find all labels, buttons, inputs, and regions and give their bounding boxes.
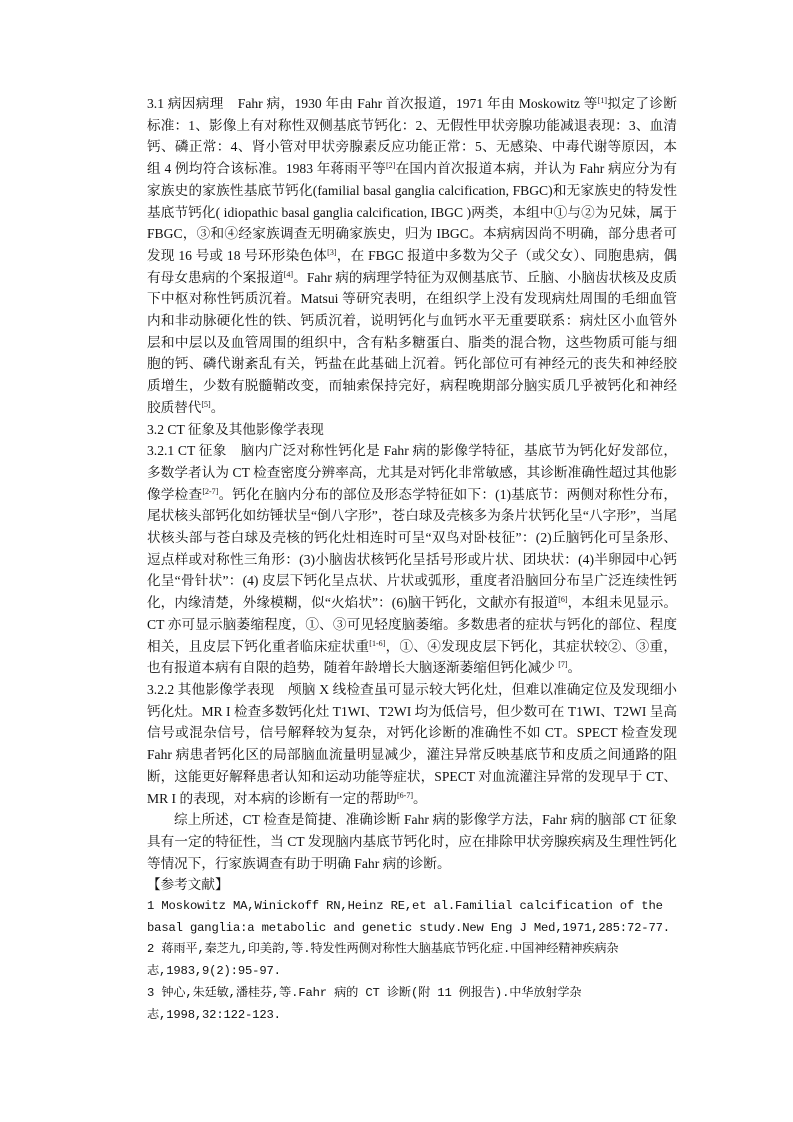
reference-item: 2 蒋雨平,秦芝九,印美韵,等.特发性两侧对称性大脑基底节钙化症.中国神经精神疾病杂志,1983,9(2):95-97. [147,942,619,979]
citation-marker: [4] [283,269,294,279]
conclusion-paragraph: 综上所述，CT 检查是简捷、准确诊断 Fahr 病的影像学方法，Fahr 病的脑部 CT 征象具有一定的特征性，当 CT 发现脑内基底节钙化时，应在排除甲状旁腺疾病及生理性钙化等情况下，行家族调查有助于明确 Fahr 病的诊断。 [147,812,677,871]
citation-marker: [2-7] [202,486,219,496]
citation-marker: [1] [597,96,608,105]
citation-marker: [2] [385,161,396,171]
citation-marker: [5] [201,399,211,409]
reference-item: 1 Moskowitz MA,Winickoff RN,Heinz RE,et al.Familial calcification of the basal ganglia:a metabolic and genetic study.New Eng J Med,1971,285:72-77. [147,899,670,935]
document-page [147,93,677,1026]
citation-marker: [3] [327,247,337,257]
section-3-1-heading: 3.1 病因病理 [147,96,224,111]
citation-marker: [7] [558,660,568,670]
section-3-2-2-body: 颅脑 X 线检查虽可显示较大钙化灶，但难以准确定位及发现细小钙化灶。MR I 检查多数钙化灶 T1WI、T2WI 均为低信号，但少数可在 T1WI、T2WI 呈高信号或混杂信号，信号解释较为复杂，对钙化诊断的准确性不如 CT。SPECT 检查发现 Fahr 病患者钙化区的局部脑血流量明显减少，灌注异常反映基底节和皮质之间通路的阻断，这能更好解释患者认知和运动功能等症状，SPECT 对血流灌注异常的发现早于 CT、MR I 的表现，对本病的诊断有一定的帮助[6-7]。 [147,681,677,806]
section-3-2-2-paragraph [147,679,677,809]
citation-marker: [6] [558,595,568,605]
section-3-1-paragraph [147,93,677,419]
reference-list [147,896,677,1026]
section-3-2-1-body: 脑内广泛对称性钙化是 Fahr 病的影像学特征，基底节为钙化好发部位，多数学者认为 CT 检查密度分辨率高，尤其是对钙化非常敏感，其诊断准确性超过其他影像学检查[2-7]。钙化在脑内分布的部位及形态学特征如下：(1)基底节：两侧对称性分布，尾状核头部钙化如纺锤状呈“倒八字形”，苍白球及壳核多为条片状钙化呈“八字形”，当尾状核头部与苍白球及壳核的钙化灶相连时可呈“双鸟对卧枝征”：(2)丘脑钙化可呈条形、逗点样或对称性三角形：(3)小脑齿状核钙化呈括号形或片状、团块状：(4)半卵园中心钙化呈“骨针状”：(4) 皮层下钙化呈点状、片状或弧形，重度者沿脑回分布呈广泛连续性钙化，内缘清楚，外缘模糊，似“火焰状”：(6)脑干钙化，文献亦有报道[6]，本组未见显示。CT 亦可显示脑萎缩程度，①、③可见轻度脑萎缩。多数患者的症状与钙化的部位、程度相关，且皮层下钙化重者临床症状重[1-6]，①、④发现皮层下钙化，其症状较②、③重，也有报道本病有自限的趋势，随着年龄增长大脑逐渐萎缩但钙化减少 [7]。 [147,443,678,676]
section-3-2-1-paragraph [147,440,677,679]
section-3-2-heading: 3.2 CT 征象及其他影像学表现 [147,421,324,437]
section-3-2-2-heading: 3.2.2 其他影像学表现 [147,681,275,697]
reference-item: 3 钟心,朱廷敏,潘桂芬,等.Fahr 病的 CT 诊断(附 11 例报告).中华放射学杂志,1998,32:122-123. [147,985,582,1022]
section-3-1-body: Fahr 病，1930 年由 Fahr 首次报道，1971 年由 Moskowitz 等[1]拟定了诊断标准：1、影像上有对称性双侧基底节钙化：2、无假性甲状旁腺功能减退表现：3、血清钙、磷正常：4、肾小管对甲状旁腺素反应功能正常：5、无感染、中毒代谢等原因，本组 4 例均符合该标准。1983 年蒋雨平等[2]在国内首次报道本病，并认为 Fahr 病应分为有家族史的家族性基底节钙化(familial basal ganglia calcification, FBGC)和无家族史的特发性基底节钙化( idiopathic basal ganglia calcification, IBGC )两类，本组中①与②为兄妹，属于 FBGC，③和④经家族调查无明确家族史，归为 IBGC。本病病因尚不明确，部分患者可发现 16 号或 18 号环形染色体[3]，在 FBGC 报道中多数为父子（或父女）、同胞患病，偶有母女患病的个案报道[4]。Fahr 病的病理学特征为双侧基底节、丘脑、小脑齿状核及皮质下中枢对称性钙质沉着。Matsui 等研究表明，在组织学上没有发现病灶周围的毛细血管内和非动脉硬化性的铁、钙质沉着，说明钙化与血钙水平无重要联系：病灶区小血管外层和中层以及血管周围的组织中，含有粘多糖蛋白、脂类的混合物，这些物质可能与细胞的钙、磷代谢紊乱有关，钙盐在此基础上沉着。钙化部位可有神经元的丧失和神经胶质增生，少数有脱髓鞘改变，而轴索保持完好，病程晚期部分脑实质几乎被钙化和神经胶质替代[5]。 [147,96,678,415]
citation-marker: [1-6] [369,638,386,648]
citation-marker: [6-7] [396,790,413,800]
section-3-2-1-heading: 3.2.1 CT 征象 [147,443,227,459]
references-heading: 【参考文献】 [147,877,229,893]
